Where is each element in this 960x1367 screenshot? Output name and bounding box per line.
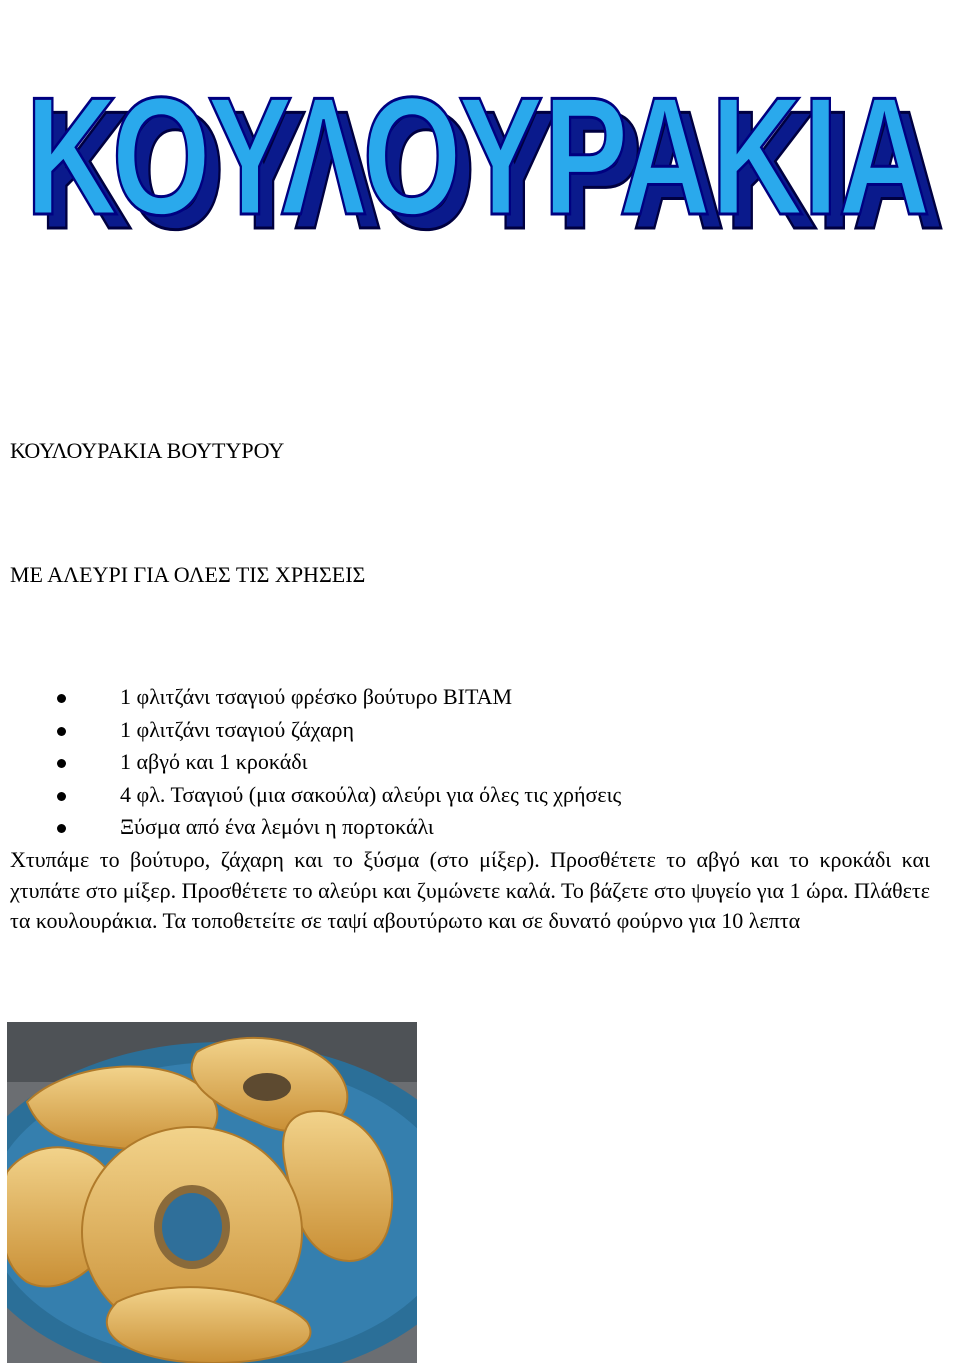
ingredient-item: 1 αβγό και 1 κροκάδι bbox=[0, 749, 621, 782]
ingredients-list bbox=[0, 684, 621, 847]
banner-title: ΚΟΥΛΟΥΡΑΚΙΑ bbox=[25, 62, 931, 250]
ingredient-item: 1 φλιτζάνι τσαγιού φρέσκο βούτυρο ΒΙΤΑΜ bbox=[0, 684, 621, 717]
recipe-instructions: Χτυπάμε το βούτυρο, ζάχαρη και το ξύσμα (στο μίξερ). Προσθέτετε το αβγό και το κροκάδι και χτυπάτε στο μίξερ. Προσθέτετε το αλεύρι και ζυμώνετε καλά. Το βάζετε στο ψυγείο για 1 ώρα. Πλάθετε τα κουλουράκια. Τα τοποθετείτε σε ταψί αβουτύρωτο και σε δυνατό φούρνο για 10 λεπτα bbox=[10, 847, 930, 933]
banner-title-shadow: ΚΟΥΛΟΥΡΑΚΙΑ bbox=[39, 76, 945, 260]
cookies-photo bbox=[7, 1022, 417, 1363]
recipe-title: ΚΟΥΛΟΥΡΑΚΙΑ ΒΟΥΤΥΡΟΥ bbox=[10, 438, 285, 463]
ingredient-item: Ξύσμα από ένα λεμόνι η πορτοκάλι bbox=[0, 814, 621, 847]
recipe-subtitle: ΜΕ ΑΛΕΥΡΙ ΓΙΑ ΟΛΕΣ ΤΙΣ ΧΡΗΣΕΙΣ bbox=[10, 562, 366, 587]
wordart-title-banner bbox=[0, 0, 960, 260]
ingredient-item: 4 φλ. Τσαγιού (μια σακούλα) αλεύρι για όλες τις χρήσεις bbox=[0, 782, 621, 815]
ingredient-item: 1 φλιτζάνι τσαγιού ζάχαρη bbox=[0, 717, 621, 750]
